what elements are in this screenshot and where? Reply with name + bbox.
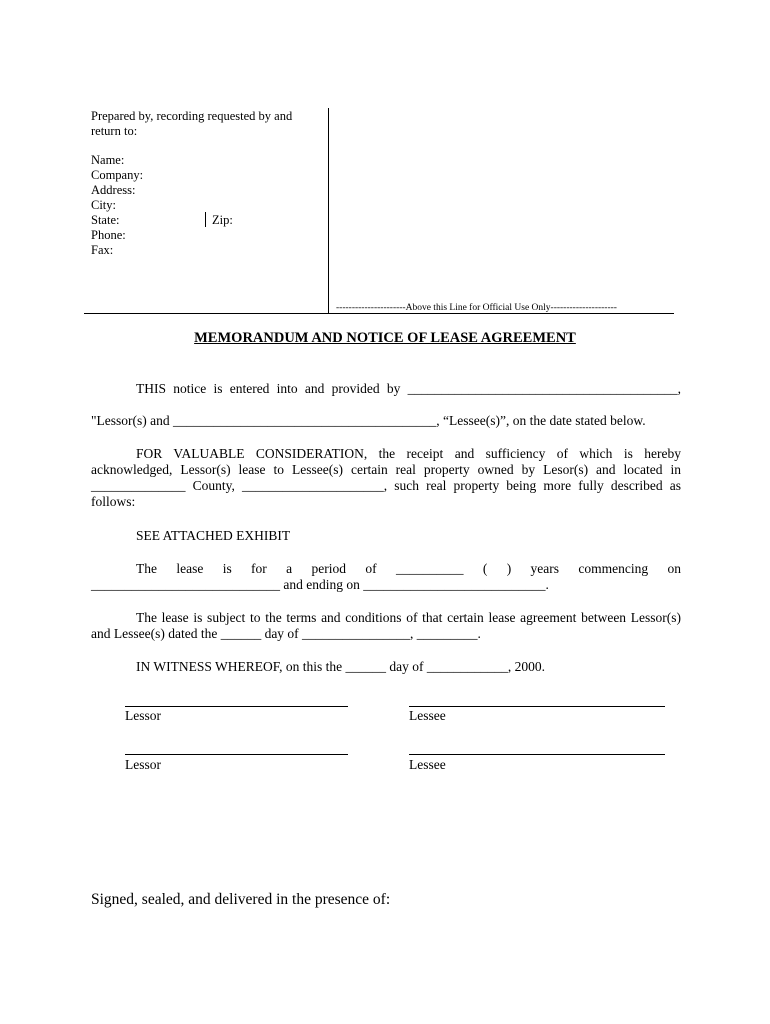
lessee-label-2: Lessee: [409, 757, 446, 772]
lease-terms-line1-text: The lease is subject to the terms and conditions of that certain lease agreement between Lessor(s): [136, 610, 681, 625]
company-label: Company:: [91, 168, 144, 182]
state-zip-divider: [205, 212, 206, 227]
lessor-signature-line-1: [125, 706, 348, 707]
document-title: MEMORANDUM AND NOTICE OF LEASE AGREEMENT: [194, 330, 576, 346]
prepared-by-line1: Prepared by, recording requested by and: [91, 109, 293, 123]
header-vertical-divider: [328, 108, 329, 313]
consideration-line1: [136, 446, 681, 462]
consideration-line2-text: acknowledged, Lessor(s) lease to Lessee(s) certain real property owned by Lesor(s) and located in: [91, 462, 681, 477]
lessor-label-1: Lessor: [125, 708, 161, 723]
state-label: State:: [91, 213, 120, 227]
lessor-label-2: Lessor: [125, 757, 161, 772]
consideration-line1-text: FOR VALUABLE CONSIDERATION, the receipt and sufficiency of which is hereby: [136, 446, 681, 461]
lessee-signature-line-1: [409, 706, 665, 707]
lease-period-line1-text: The lease is for a period of __________ ( ) years commencing on: [136, 561, 681, 576]
lessee-label-1: Lessee: [409, 708, 446, 723]
city-label: City:: [91, 198, 117, 212]
official-use-label: ----------------------Above this Line for Official Use Only---------------------: [336, 303, 617, 313]
signed-in-presence: Signed, sealed, and delivered in the presence of:: [91, 891, 391, 908]
notice-provided-by-text: THIS notice is entered into and provided by ________________________________________,: [136, 381, 681, 396]
lease-terms-line1: [136, 610, 681, 626]
lease-period-line1: [136, 561, 681, 577]
lessee-signature-line-2: [409, 754, 665, 755]
lessor-lessee-line: "Lessor(s) and _______________________________________, “Lessee(s)”, on the date stated below.: [91, 413, 646, 428]
lessor-signature-line-2: [125, 754, 348, 755]
consideration-line4: follows:: [91, 494, 136, 509]
header-bottom-rule: [84, 313, 674, 314]
consideration-line2: [91, 462, 681, 478]
consideration-line3: [91, 478, 681, 494]
consideration-line3-text: ______________ County, _____________________, such real property being more fully described as: [91, 478, 681, 493]
zip-label: Zip:: [212, 213, 233, 227]
witness-line: IN WITNESS WHEREOF, on this the ______ day of ____________, 2000.: [136, 659, 546, 674]
fax-label: Fax:: [91, 243, 114, 257]
name-label: Name:: [91, 153, 125, 167]
notice-provided-by: [136, 381, 681, 397]
address-label: Address:: [91, 183, 136, 197]
phone-label: Phone:: [91, 228, 126, 242]
prepared-by-line2: return to:: [91, 124, 138, 138]
lease-terms-line2: and Lessee(s) dated the ______ day of ________________, _________.: [91, 626, 481, 641]
attached-exhibit: SEE ATTACHED EXHIBIT: [136, 528, 291, 543]
lease-period-line2: ____________________________ and ending on ___________________________.: [91, 577, 549, 592]
